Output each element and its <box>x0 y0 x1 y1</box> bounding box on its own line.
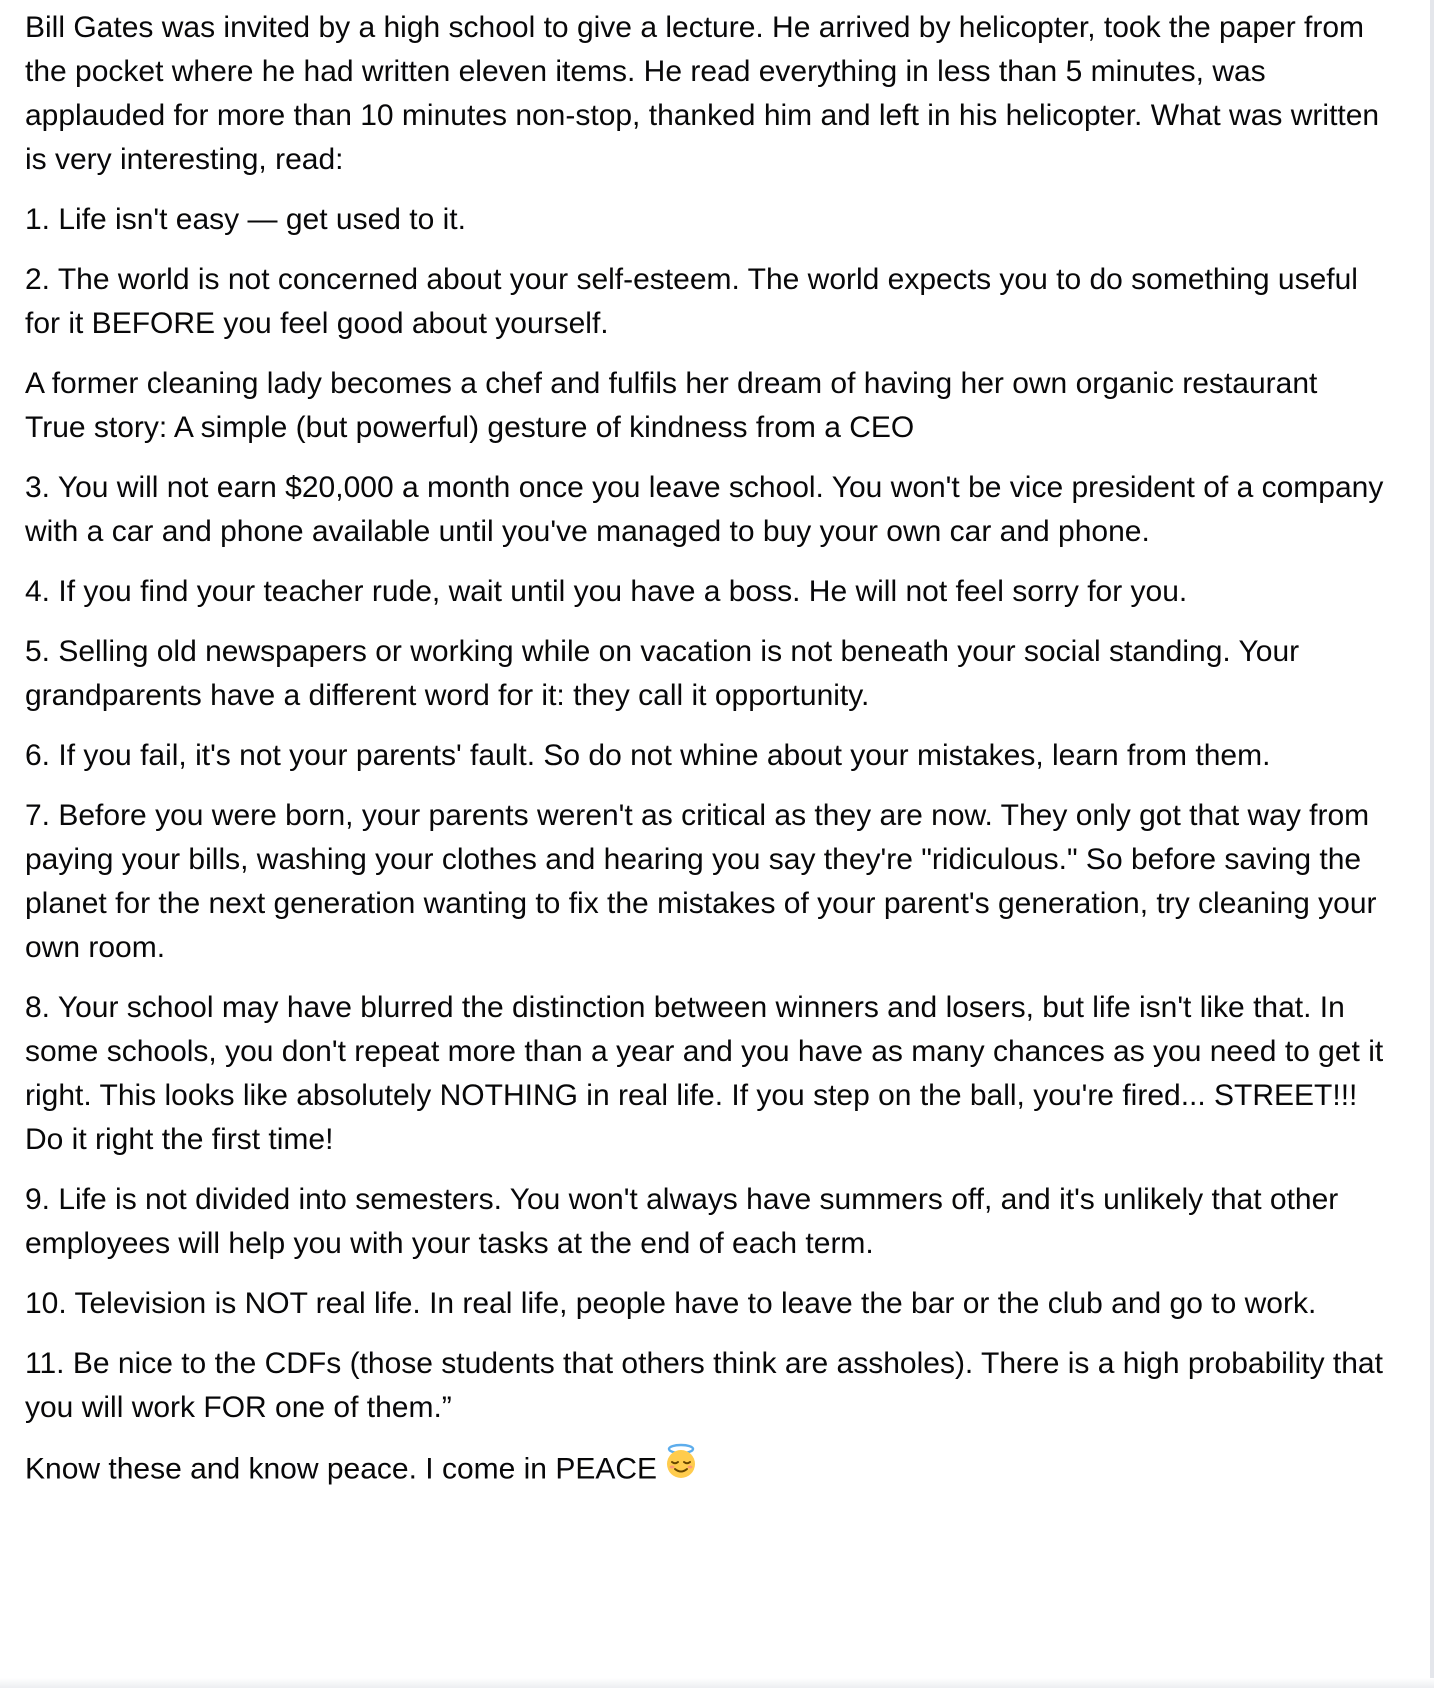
list-item-10: 10. Television is NOT real life. In real life, people have to leave the bar or the club and go to work. <box>25 1287 1317 1320</box>
relieved-smiling-face-with-halo-icon <box>663 1443 699 1492</box>
list-item-2: 2. The world is not concerned about your self-esteem. The world expects you to do something useful for it BEFORE you feel good about yourself. <box>25 263 1358 340</box>
related-story-2: True story: A simple (but powerful) gesture of kindness from a CEO <box>25 411 915 444</box>
list-item-9: 9. Life is not divided into semesters. You won't always have summers off, and it's unlikely that other employees will help you with your tasks at the end of each term. <box>25 1183 1339 1260</box>
list-item-5: 5. Selling old newspapers or working while on vacation is not beneath your social standing. Your grandparents have a different word for it: they call it opportunity. <box>25 635 1300 712</box>
closing-text: Know these and know peace. I come in PEACE <box>25 1452 658 1486</box>
list-item-4: 4. If you find your teacher rude, wait until you have a boss. He will not feel sorry for you. <box>25 575 1188 608</box>
post-bottom-edge <box>0 1678 1434 1688</box>
list-item-1: 1. Life isn't easy — get used to it. <box>25 203 466 236</box>
list-item-7: 7. Before you were born, your parents weren't as critical as they are now. They only got that way from paying your bills, washing your clothes and hearing you say they're "ridiculous." So before saving the planet for the next generation wanting to fix the mistakes of your parent's generation, try cleaning your own room. <box>25 799 1377 964</box>
scrollbar-track[interactable] <box>1430 0 1434 1688</box>
list-item-8: 8. Your school may have blurred the distinction between winners and losers, but life isn't like that. In some schools, you don't repeat more than a year and you have as many chances as you need to get it right. This looks like absolutely NOTHING in real life. If you step on the ball, you're fired... STREET!!! Do it right the first time! <box>25 991 1384 1156</box>
related-story-1: A former cleaning lady becomes a chef and fulfils her dream of having her own organic restaurant <box>25 367 1318 400</box>
related-stories <box>25 362 1394 450</box>
list-item-6: 6. If you fail, it's not your parents' fault. So do not whine about your mistakes, learn from them. <box>25 739 1271 772</box>
post-closing <box>25 1446 1394 1495</box>
list-item-3: 3. You will not earn $20,000 a month once you leave school. You won't be vice president of a company with a car and phone available until you've managed to buy your own car and phone. <box>25 471 1384 548</box>
post-intro: Bill Gates was invited by a high school to give a lecture. He arrived by helicopter, took the paper from the pocket where he had written eleven items. He read everything in less than 5 minutes, was applauded for more than 10 minutes non-stop, thanked him and left in his helicopter. What was written is very interesting, read: <box>25 11 1380 176</box>
list-item-11: 11. Be nice to the CDFs (those students that others think are assholes). There is a high probability that you will work FOR one of them.” <box>25 1347 1383 1424</box>
